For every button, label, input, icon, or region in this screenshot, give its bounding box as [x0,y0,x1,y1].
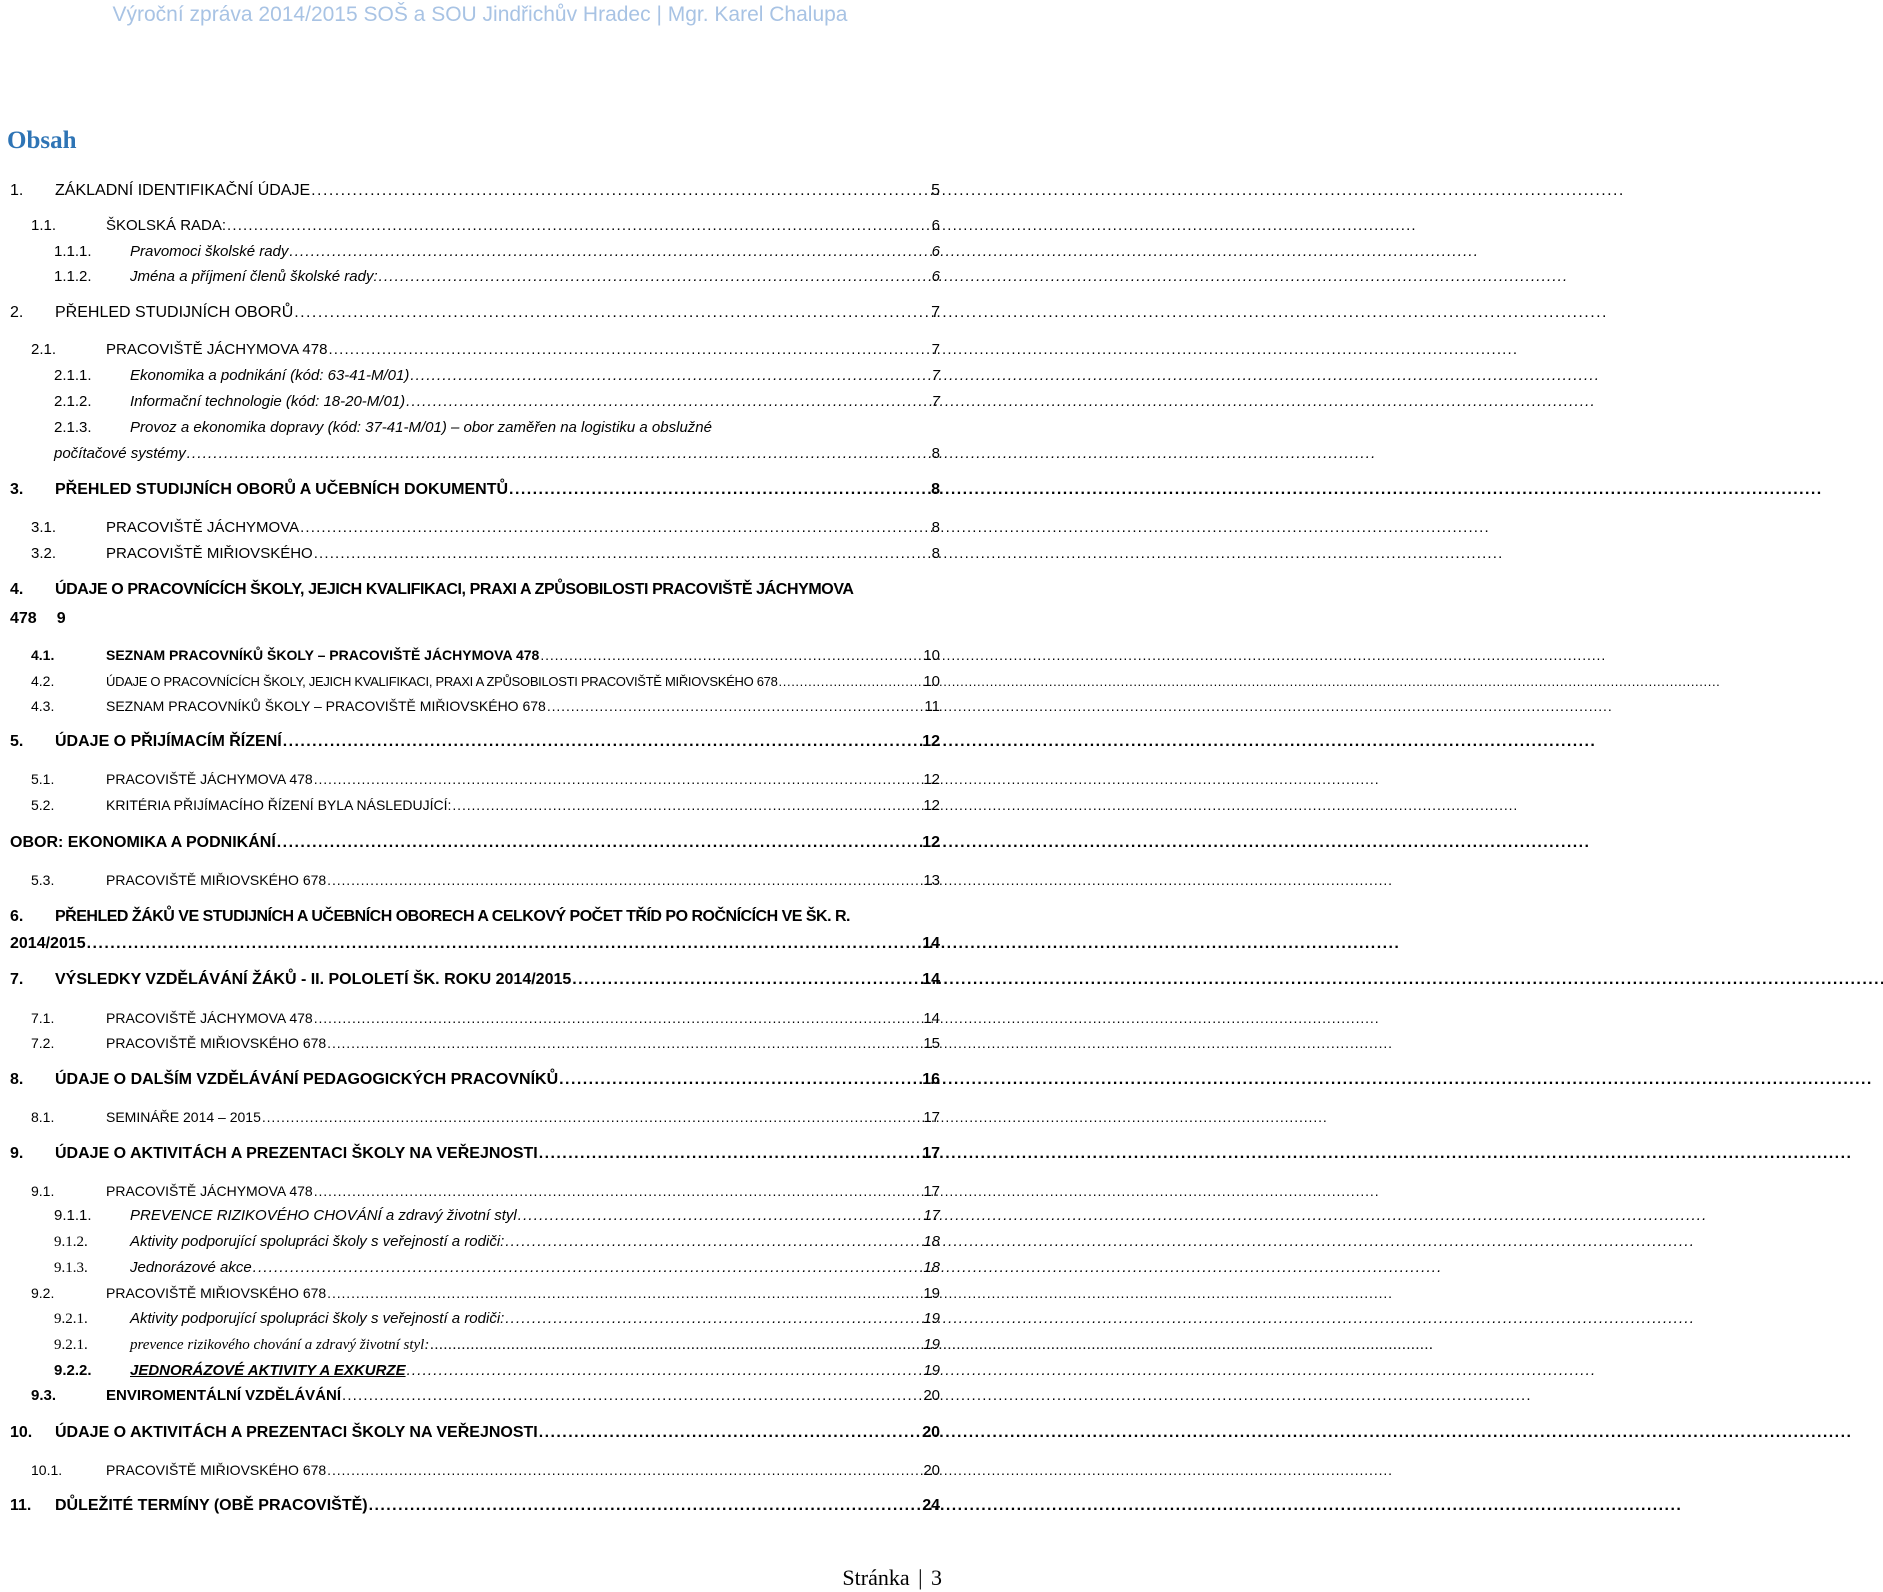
toc-text: ÚDAJE O PŘIJÍMACÍM ŘÍZENÍ [55,733,282,750]
toc-number: 9.1.2. [54,1234,88,1250]
toc-text: Informační technologie (kód: 18-20-M/01) [130,393,406,410]
toc-page: 6 [931,217,940,234]
leader-dots [327,1283,922,1303]
toc-entry[interactable] [54,267,940,287]
leader-dots [187,444,931,464]
toc-text: prevence rizikového chování a zdravý životní styl: [130,1337,430,1353]
toc-entry[interactable] [54,1309,940,1329]
toc-number: 3. [10,481,24,498]
leader-dots [300,518,931,538]
toc-number: 10.1. [31,1462,63,1478]
leader-dots [283,732,922,752]
toc-page: 19 [923,1310,940,1327]
toc-number: 9.1. [31,1183,55,1199]
leader-dots [547,696,924,716]
toc-number: 9.3. [31,1387,57,1404]
toc-number: 4.1. [31,647,55,663]
toc-page: 12 [923,771,940,788]
toc-entry[interactable] [54,392,940,412]
toc-page: 11 [924,698,940,715]
toc-entry[interactable] [31,518,940,538]
toc-entry[interactable] [54,1206,940,1226]
toc-number: 9.1.3. [54,1260,88,1276]
toc-entry[interactable] [54,366,940,386]
toc-text: PREVENCE RIZIKOVÉHO CHOVÁNÍ a zdravý životní styl [130,1207,517,1224]
leader-dots [227,216,931,236]
toc-entry[interactable] [31,1008,940,1029]
toc-entry[interactable] [54,242,940,262]
toc-text: OBOR: EKONOMIKA A PODNIKÁNÍ [10,834,276,851]
toc-entry[interactable] [31,1033,940,1054]
toc-entry[interactable] [54,1361,940,1381]
toc-page: 19 [923,1336,940,1353]
leader-dots [505,1309,922,1329]
toc-text: PRACOVIŠTĚ JÁCHYMOVA [106,519,300,536]
toc-page: 14 [922,971,940,988]
toc-text: 478 [10,610,37,627]
toc-page: 8 [931,481,940,498]
toc-page: 14 [922,935,940,952]
toc-number: 4. [10,581,24,598]
leader-dots [262,1107,922,1127]
toc-text: PRACOVIŠTĚ JÁCHYMOVA 478 [106,771,313,787]
leader-dots [559,1070,921,1090]
leader-dots [314,769,923,789]
toc-page: 17 [923,1183,940,1200]
leader-dots [327,1460,922,1480]
leader-dots [779,672,923,692]
page-footer [842,1565,942,1591]
leader-dots [407,1361,923,1381]
toc-page: 10 [923,647,940,664]
toc-number: 7. [10,971,24,988]
toc-number: 2.1.1. [54,367,92,384]
toc-number: 9.1.1. [54,1207,92,1224]
toc-page: 5 [931,182,940,199]
toc-number: 9.2. [31,1285,55,1301]
footer-separator: | [918,1565,923,1590]
leader-dots [314,544,931,564]
toc-page: 15 [923,1035,940,1052]
toc-number: 4.2. [31,673,55,689]
toc-text: Jména a příjmení členů školské rady: [130,268,378,285]
toc-entry[interactable] [31,645,940,666]
toc-text: SEZNAM PRACOVNÍKŮ ŠKOLY – PRACOVIŠTĚ JÁCHYMOVA 478 [106,647,540,663]
toc-page: 13 [923,872,940,889]
leader-dots [572,970,921,990]
toc-number: 5. [10,733,24,750]
leader-dots [539,1423,921,1443]
leader-dots [253,1258,923,1278]
toc-text: Aktivity podporující spolupráci školy s veřejností a rodiči: [130,1233,505,1250]
toc-page: 19 [923,1362,940,1379]
leader-dots [342,1386,922,1406]
toc-number: 1.1.2. [54,268,92,285]
toc-page: 20 [922,1424,940,1441]
toc-number: 6. [10,908,24,925]
toc-page: 9 [56,610,66,627]
toc-page: 7 [931,341,940,358]
leader-dots [406,392,931,412]
toc-entry[interactable] [54,1258,940,1278]
leader-dots [314,1181,923,1201]
toc-page: 12 [922,733,940,750]
toc-entry-continued[interactable] [10,609,66,629]
toc-page: 18 [923,1233,940,1250]
toc-text: PŘEHLED ŽÁKŮ VE STUDIJNÍCH A UČEBNÍCH OBORECH A CELKOVÝ POČET TŘÍD PO ROČNÍCÍCH VE ŠK. R. [55,908,850,925]
toc-entry[interactable] [10,907,940,927]
toc-entry-continued[interactable] [10,934,940,954]
toc-text: PŘEHLED STUDIJNÍCH OBORŮ [55,304,294,321]
toc-text: PRACOVIŠTĚ MIŘIOVSKÉHO [106,545,313,562]
toc-entry[interactable] [54,1335,940,1355]
toc-number: 2.1.3. [54,419,92,436]
toc-page: 7 [931,304,940,321]
toc-entry[interactable] [31,1181,940,1202]
toc-number: 3.1. [31,519,57,536]
toc-number: 2.1.2. [54,393,92,410]
toc-page: 19 [923,1285,940,1302]
leader-dots [379,267,931,287]
leader-dots [518,1206,923,1226]
toc-entry[interactable] [31,1107,940,1128]
toc-number: 7.1. [31,1010,55,1026]
toc-text: JEDNORÁZOVÉ AKTIVITY A EXKURZE [130,1362,406,1379]
toc-page: 10 [923,673,940,690]
toc-text: SEMINÁŘE 2014 – 2015 [106,1109,261,1125]
toc-text: PRACOVIŠTĚ JÁCHYMOVA 478 [106,341,328,358]
toc-entry[interactable] [31,1386,940,1406]
toc-entry[interactable] [31,1283,940,1304]
toc-text: ÚDAJE O PRACOVNÍCÍCH ŠKOLY, JEJICH KVALIFIKACI, PRAXI A ZPŮSOBILOSTI PRACOVIŠTĚ MIŘIOVSKÉHO 678 [106,674,778,689]
toc-entry[interactable] [54,1232,940,1252]
toc-page: 24 [922,1497,940,1514]
toc-number: 1.1. [31,217,57,234]
leader-dots [314,1008,923,1028]
toc-text: PRACOVIŠTĚ MIŘIOVSKÉHO 678 [106,1035,327,1051]
toc-text: ÚDAJE O PRACOVNÍCÍCH ŠKOLY, JEJICH KVALIFIKACI, PRAXI A ZPŮSOBILOSTI PRACOVIŠTĚ JÁCHYMOVA [55,581,854,598]
toc-page: 7 [931,393,940,410]
toc-page: 12 [922,834,940,851]
toc-number: 9.2.1. [54,1311,88,1327]
leader-dots [539,1144,921,1164]
toc-page: 20 [923,1462,940,1479]
toc-text: PRACOVIŠTĚ MIŘIOVSKÉHO 678 [106,1462,327,1478]
toc-entry[interactable] [31,544,940,564]
toc-entry[interactable] [10,181,940,201]
leader-dots [311,181,930,201]
toc-number: 2.1. [31,341,57,358]
leader-dots [509,480,930,500]
leader-dots [410,366,930,386]
toc-number: 8.1. [31,1109,55,1125]
running-header: Výroční zpráva 2014/2015 SOŠ a SOU Jindřichův Hradec | Mgr. Karel Chalupa [112,3,848,26]
toc-page: 18 [923,1259,940,1276]
toc-entry[interactable] [31,1460,940,1481]
toc-entry[interactable] [31,795,940,816]
toc-text: Provoz a ekonomika dopravy (kód: 37-41-M/01) – obor zaměřen na logistiku a obslužné [130,419,712,436]
page-title: Obsah [7,127,77,154]
toc-text: ÚDAJE O AKTIVITÁCH A PREZENTACI ŠKOLY NA VEŘEJNOSTI [55,1145,538,1162]
toc-number: 3.2. [31,545,57,562]
toc-text: ŠKOLSKÁ RADA: [106,217,227,234]
toc-entry[interactable] [31,340,940,360]
toc-entry[interactable] [10,1144,940,1164]
toc-number: 2. [10,304,24,321]
toc-text: ZÁKLADNÍ IDENTIFIKAČNÍ ÚDAJE [55,182,311,199]
toc-page: 16 [922,1071,940,1088]
toc-entry[interactable] [10,732,940,752]
toc-number: 5.3. [31,872,55,888]
toc-text: Pravomoci školské rady [130,243,289,260]
toc-entry[interactable] [31,769,940,790]
toc-number: 7.2. [31,1035,55,1051]
toc-entry[interactable] [31,696,940,717]
leader-dots [277,833,921,853]
toc-number: 10. [10,1424,33,1441]
toc-text: PRACOVIŠTĚ JÁCHYMOVA 478 [106,1010,313,1026]
toc-entry-continued[interactable] [54,444,940,464]
toc-number: 1. [10,182,24,199]
footer-page-number: 3 [931,1565,942,1590]
toc-entry[interactable] [10,833,940,853]
toc-text: Ekonomika a podnikání (kód: 63-41-M/01) [130,367,410,384]
toc-page: 8 [931,445,940,462]
toc-number: 5.1. [31,771,55,787]
toc-entry[interactable] [10,480,940,500]
toc-page: 20 [923,1387,940,1404]
toc-text: ÚDAJE O DALŠÍM VZDĚLÁVÁNÍ PEDAGOGICKÝCH PRACOVNÍKŮ [55,1071,559,1088]
toc-entry[interactable] [31,671,940,692]
toc-entry[interactable] [54,418,940,438]
toc-entry[interactable] [10,580,940,600]
toc-text: PRACOVIŠTĚ MIŘIOVSKÉHO 678 [106,872,327,888]
toc-text: Jednorázové akce [130,1259,252,1276]
toc-page: 6 [931,268,940,285]
toc-entry[interactable] [10,303,940,323]
leader-dots [87,934,922,954]
toc-text: VÝSLEDKY VZDĚLÁVÁNÍ ŽÁKŮ - II. POLOLETÍ ŠK. ROKU 2014/2015 [55,971,572,988]
toc-text: 2014/2015 [10,935,86,952]
toc-page: 17 [923,1207,940,1224]
toc-number: 8. [10,1071,24,1088]
toc-text: PŘEHLED STUDIJNÍCH OBORŮ A UČEBNÍCH DOKUMENTŮ [55,481,509,498]
leader-dots [328,340,930,360]
toc-text: PRACOVIŠTĚ MIŘIOVSKÉHO 678 [106,1285,327,1301]
toc-page: 6 [931,243,940,260]
toc-text: počítačové systémy [54,445,186,462]
leader-dots [505,1232,922,1252]
toc-number: 9. [10,1145,24,1162]
toc-number: 1.1.1. [54,243,92,260]
toc-number: 9.2.1. [54,1337,88,1353]
toc-text: KRITÉRIA PŘIJÍMACÍHO ŘÍZENÍ BYLA NÁSLEDUJÍCÍ: [106,797,452,813]
toc-page: 12 [923,797,940,814]
toc-page: 7 [931,367,940,384]
leader-dots [327,1033,922,1053]
toc-number: 4.3. [31,698,55,714]
toc-text: ÚDAJE O AKTIVITÁCH A PREZENTACI ŠKOLY NA VEŘEJNOSTI [55,1424,538,1441]
leader-dots [452,795,922,815]
toc-page: 17 [922,1145,940,1162]
toc-entry[interactable] [31,870,940,891]
leader-dots [289,242,930,262]
leader-dots [294,303,930,323]
toc-page: 8 [931,519,940,536]
toc-text: SEZNAM PRACOVNÍKŮ ŠKOLY – PRACOVIŠTĚ MIŘIOVSKÉHO 678 [106,698,546,714]
toc-text: Aktivity podporující spolupráci školy s veřejností a rodiči: [130,1310,505,1327]
footer-label: Stránka [842,1565,910,1590]
leader-dots [430,1335,922,1355]
leader-dots [540,645,922,665]
toc-text: DŮLEŽITÉ TERMÍNY (OBĚ PRACOVIŠTĚ) [55,1497,368,1514]
toc-text: PRACOVIŠTĚ JÁCHYMOVA 478 [106,1183,313,1199]
toc-entry[interactable] [10,970,940,990]
toc-number: 11. [10,1497,32,1514]
toc-page: 17 [923,1109,940,1126]
toc-page: 14 [923,1010,940,1027]
toc-entry[interactable] [10,1496,940,1516]
leader-dots [369,1496,922,1516]
leader-dots [327,870,922,890]
toc-page: 8 [931,545,940,562]
toc-number: 5.2. [31,797,55,813]
toc-number: 9.2.2. [54,1362,92,1379]
toc-text: ENVIROMENTÁLNÍ VZDĚLÁVÁNÍ [106,1387,342,1404]
toc-entry[interactable] [10,1070,940,1090]
toc-entry[interactable] [10,1423,940,1443]
toc-entry[interactable] [31,216,940,236]
